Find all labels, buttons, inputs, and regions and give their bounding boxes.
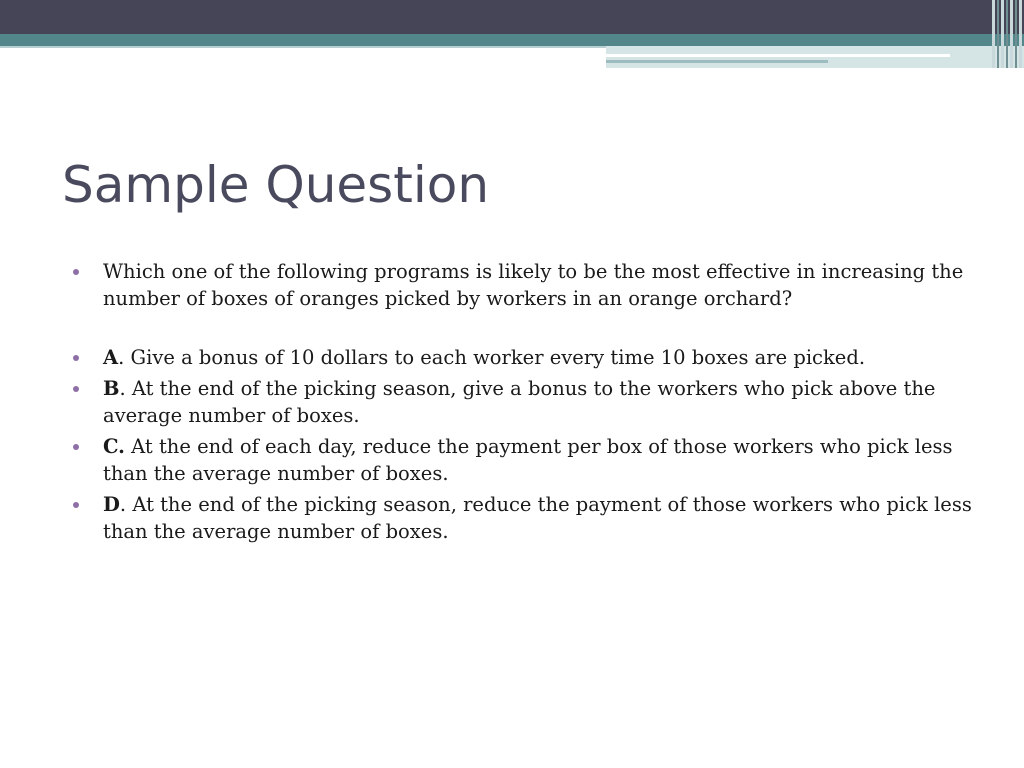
header-stripe xyxy=(1006,0,1008,68)
option-text: Give a bonus of 10 dollars to each worker every time 10 boxes are picked. xyxy=(124,346,866,369)
option-letter: B xyxy=(103,377,120,400)
header-light-line xyxy=(0,46,606,48)
option-letter: A xyxy=(103,346,119,369)
option-item-c xyxy=(72,433,972,487)
option-item-a xyxy=(72,344,972,371)
header-right-line xyxy=(606,60,828,63)
header-stripe xyxy=(1015,0,1017,68)
option-letter: C. xyxy=(103,435,125,458)
bullet-list xyxy=(72,258,972,549)
question-item xyxy=(72,258,972,312)
option-item-b xyxy=(72,375,972,429)
option-text: At the end of the picking season, reduce the payment of those workers who pick less than the average number of boxes. xyxy=(103,493,972,543)
option-separator: . xyxy=(119,493,127,516)
bullet-icon xyxy=(73,502,79,508)
option-text: At the end of the picking season, give a bonus to the workers who pick above the average number of boxes. xyxy=(103,377,936,427)
header-stripe xyxy=(997,0,999,68)
option-separator: . xyxy=(118,346,125,369)
header-dark-band xyxy=(0,0,1024,34)
header-stripe xyxy=(1019,0,1022,68)
header-teal-band xyxy=(0,34,1024,46)
slide-title: Sample Question xyxy=(62,156,490,214)
question-text: Which one of the following programs is likely to be the most effective in increasing the number of boxes of oranges picked by workers in an orange orchard? xyxy=(103,260,964,310)
option-separator: . xyxy=(119,377,126,400)
bullet-icon xyxy=(73,269,79,275)
option-letter: D xyxy=(103,493,120,516)
bullet-icon xyxy=(73,444,79,450)
header-stripe xyxy=(992,0,995,68)
header-right-line xyxy=(606,54,950,57)
bullet-icon xyxy=(73,386,79,392)
header-stripe xyxy=(1001,0,1004,68)
option-item-d xyxy=(72,491,972,545)
header-right-block xyxy=(606,46,1024,68)
bullet-icon xyxy=(73,355,79,361)
header-stripe xyxy=(1010,0,1013,68)
option-text: At the end of each day, reduce the payment per box of those workers who pick less than the average number of boxes. xyxy=(103,435,953,485)
